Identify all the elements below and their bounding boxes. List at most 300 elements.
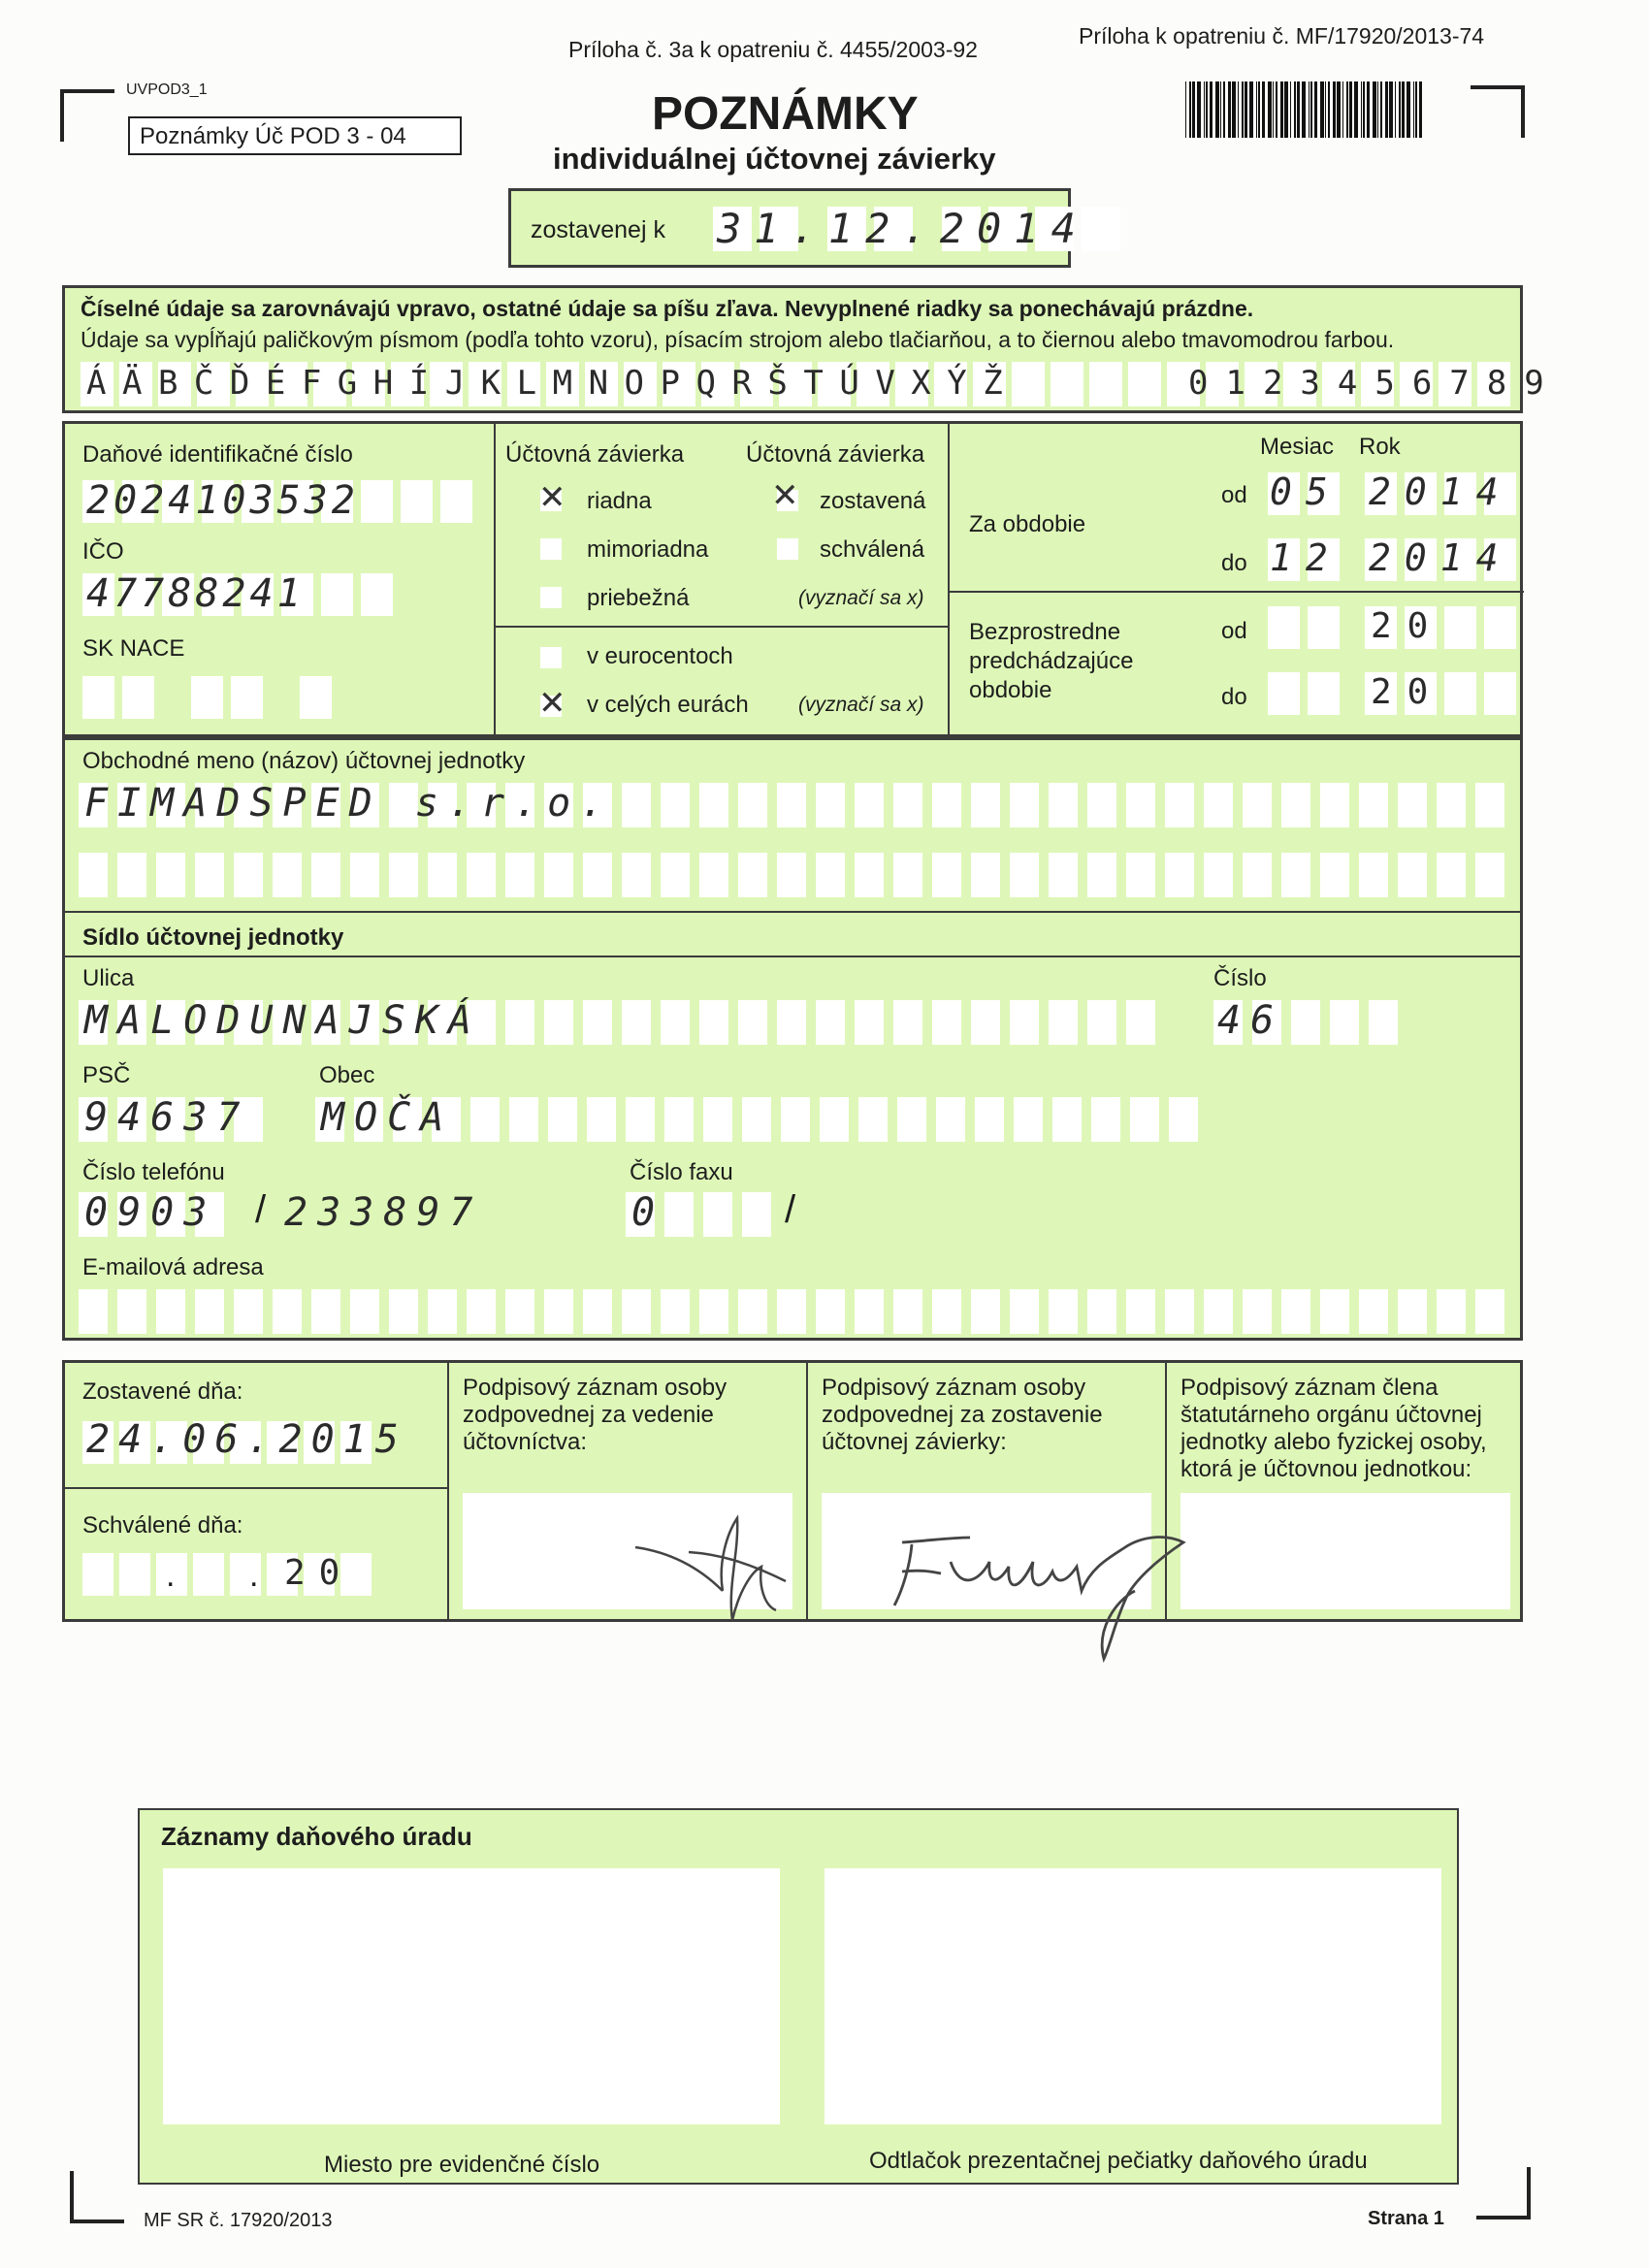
dic-label: Daňové identifikačné číslo (82, 441, 353, 468)
barcode-bar (1302, 81, 1306, 138)
entry-cell (1359, 783, 1388, 827)
entry-cell (1320, 853, 1349, 897)
barcode-bar (1320, 81, 1324, 138)
form-id: Poznámky Úč POD 3 - 04 (140, 123, 406, 149)
entry-cell (661, 1000, 690, 1045)
entry-cell (703, 1192, 732, 1237)
checkbox-mimoriadna[interactable] (540, 538, 562, 560)
phone-separator: / (255, 1188, 267, 1231)
entry-cell (971, 1289, 1000, 1334)
entry-cell (932, 783, 961, 827)
barcode-bar (1367, 81, 1370, 138)
city-label: Obec (319, 1062, 375, 1088)
entry-cell (893, 1000, 922, 1045)
entry-cell (781, 1097, 810, 1142)
barcode-bar (1215, 81, 1219, 138)
barcode (1185, 81, 1424, 138)
entry-cell (777, 853, 806, 897)
barcode-bar (1223, 81, 1225, 138)
entry-cell (1126, 783, 1155, 827)
barcode-bar (1220, 81, 1221, 138)
barcode-bar (1413, 81, 1414, 138)
entry-cell (777, 1000, 806, 1045)
month-label: Mesiac (1260, 434, 1335, 460)
entry-cell (738, 1000, 767, 1045)
barcode-bar (1273, 81, 1274, 138)
entry-cell (1087, 783, 1116, 827)
entry-cell (1204, 1289, 1233, 1334)
period-label: Za obdobie (969, 511, 1086, 537)
checkbox-eurocentoch[interactable] (540, 647, 562, 668)
entry-cell (932, 1000, 961, 1045)
option-mimoriadna: mimoriadna (587, 536, 709, 563)
entry-cell (699, 853, 728, 897)
entry-cell (583, 1289, 612, 1334)
period-to-month[interactable]: 12 (1270, 536, 1342, 579)
entry-cell (1359, 853, 1388, 897)
entry-cell (777, 1289, 806, 1334)
entry-cell (664, 1192, 694, 1237)
entry-cell (1437, 853, 1466, 897)
barcode-bar (1242, 81, 1244, 138)
currency-hint: (vyznačí sa x) (798, 694, 924, 716)
compiled-label: zostavenej k (531, 216, 665, 243)
entry-cell (1049, 1000, 1078, 1045)
entry-cell (544, 853, 573, 897)
entry-cell (820, 1097, 849, 1142)
prev-period-label: Bezprostredne predchádzajúce obdobie (969, 619, 1134, 703)
barcode-bar (1328, 81, 1330, 138)
prev-to-month-cells[interactable] (1268, 672, 1340, 715)
barcode-bar (1210, 81, 1212, 138)
entry-cell (1010, 853, 1039, 897)
prev-to-year-prefix: 20 (1371, 672, 1444, 712)
entry-cell (234, 853, 263, 897)
barcode-bar (1297, 81, 1300, 138)
entry-cell (79, 1289, 108, 1334)
entry-cell (661, 783, 690, 827)
signature-accountant (630, 1494, 805, 1639)
fax-separator: / (785, 1188, 796, 1231)
barcode-bar (1256, 81, 1257, 138)
entry-cell (936, 1097, 965, 1142)
company-name-value[interactable]: FIMADSPED s.r.o. (84, 781, 614, 826)
entry-cell (699, 783, 728, 827)
option-riadna: riadna (587, 488, 652, 514)
entry-cell (440, 480, 472, 523)
prev-period-to-label: do (1221, 684, 1247, 710)
statement-state-header: Účtovná závierka (746, 441, 925, 468)
entry-cell (1087, 853, 1116, 897)
checkbox-schvalena[interactable] (777, 538, 798, 560)
entry-cell (583, 853, 612, 897)
entry-cell (855, 783, 884, 827)
psc-value[interactable]: 94637 (84, 1095, 250, 1140)
entry-cell (816, 1289, 845, 1334)
barcode-bar (1204, 81, 1205, 138)
entry-cell (273, 853, 302, 897)
entry-cell (79, 853, 108, 897)
compiled-on-label: Zostavené dňa: (82, 1378, 243, 1405)
entry-cell (509, 1097, 538, 1142)
period-from-label: od (1221, 482, 1247, 508)
entry-cell (1049, 783, 1078, 827)
entry-cell (1369, 1000, 1398, 1045)
entry-cell (583, 1000, 612, 1045)
option-priebezna: priebežná (587, 585, 690, 611)
statement-state-hint: (vyznačí sa x) (798, 587, 924, 609)
entry-cell (1475, 1289, 1504, 1334)
nace-cells[interactable] (82, 676, 332, 719)
instructions-box (62, 285, 1562, 413)
number-value[interactable]: 46 (1217, 998, 1284, 1043)
stamp-caption: Odtlačok prezentačnej pečiatky daňového úradu (869, 2148, 1368, 2174)
barcode-bar (1354, 81, 1358, 138)
entry-cell (699, 1000, 728, 1045)
entry-cell (117, 853, 146, 897)
entry-cell (1281, 853, 1310, 897)
email-label: E-mailová adresa (82, 1254, 264, 1280)
footer-left: MF SR č. 17920/2013 (144, 2210, 333, 2231)
period-from-month[interactable]: 05 (1270, 470, 1342, 513)
barcode-bar (1385, 81, 1388, 138)
city-value[interactable]: MOČA (321, 1095, 454, 1140)
entry-cell (389, 853, 418, 897)
phone-number[interactable]: 233897 (284, 1190, 483, 1235)
entry-cell (1291, 1000, 1320, 1045)
entry-cell (661, 853, 690, 897)
barcode-bar (1346, 81, 1348, 138)
barcode-bar (1415, 81, 1417, 138)
compiled-date-value[interactable]: 31.12.2014 (717, 205, 1088, 252)
entry-cell (1359, 1289, 1388, 1334)
barcode-bar (1185, 81, 1186, 138)
entry-cell (401, 480, 433, 523)
phone-prefix[interactable]: 0903 (84, 1190, 217, 1235)
entry-cell (273, 1289, 302, 1334)
barcode-bar (1197, 81, 1201, 138)
seat-header: Sídlo účtovnej jednotky (82, 924, 344, 951)
compiled-date-box (508, 188, 1088, 268)
entry-cell (1437, 783, 1466, 827)
entry-cell (544, 1000, 573, 1045)
sig2-label: Podpisový záznam osoby zodpovednej za zostavenie účtovnej závierky: (822, 1375, 1103, 1455)
barcode-bar (1361, 81, 1362, 138)
entry-cell (975, 1097, 1004, 1142)
signature-compiler (873, 1523, 1193, 1669)
entry-cell (1243, 1289, 1272, 1334)
barcode-bar (1189, 81, 1191, 138)
entry-cell (321, 573, 353, 616)
entry-cell (971, 783, 1000, 827)
entry-cell (816, 1000, 845, 1045)
identification-box (62, 421, 1523, 737)
nace-label: SK NACE (82, 635, 185, 662)
checkbox-priebezna[interactable] (540, 587, 562, 608)
fax-label: Číslo faxu (630, 1159, 733, 1185)
entry-cell (470, 1097, 500, 1142)
annex-left: Príloha č. 3a k opatreniu č. 4455/2003-92 (568, 37, 978, 62)
option-schvalena: schválená (820, 536, 925, 563)
entry-cell (1398, 853, 1427, 897)
entry-cell (622, 853, 651, 897)
barcode-bar (1399, 81, 1401, 138)
approved-on-label: Schválené dňa: (82, 1512, 243, 1539)
entry-cell (1281, 1289, 1310, 1334)
entry-cell (1087, 1289, 1116, 1334)
entry-cell (622, 1000, 651, 1045)
number-label: Číslo (1213, 965, 1267, 991)
entry-cell (1051, 362, 1083, 406)
evidence-number-caption: Miesto pre evidenčné číslo (324, 2152, 600, 2178)
barcode-bar (1290, 81, 1291, 138)
entry-cell (893, 783, 922, 827)
company-name-cells-2[interactable] (79, 853, 1504, 897)
barcode-bar (1380, 81, 1382, 138)
entry-cell (119, 1553, 150, 1596)
entry-cell (1281, 783, 1310, 827)
corner-mark-bottom-left (70, 2171, 124, 2223)
entry-cell (1243, 853, 1272, 897)
barcode-bar (1314, 81, 1317, 138)
entry-cell (350, 853, 379, 897)
entry-cell (350, 1289, 379, 1334)
entry-cell (661, 1289, 690, 1334)
barcode-bar (1276, 81, 1277, 138)
entry-cell (1475, 783, 1504, 827)
entry-cell (816, 853, 845, 897)
option-eurocentoch: v eurocentoch (587, 643, 733, 669)
entry-cell (855, 1289, 884, 1334)
entry-cell (505, 853, 534, 897)
entry-cell (703, 1097, 732, 1142)
entry-cell (195, 1289, 224, 1334)
entry-cell (1320, 783, 1349, 827)
barcode-bar (1258, 81, 1260, 138)
corner-mark-top-left (60, 89, 114, 142)
sig1-label: Podpisový záznam osoby zodpovednej za vedenie účtovníctva: (463, 1375, 728, 1455)
tax-office-box (138, 1808, 1459, 2185)
prev-period-from-label: od (1221, 618, 1247, 644)
barcode-bar (1402, 81, 1405, 138)
street-label: Ulica (82, 965, 135, 991)
entry-cell (548, 1097, 577, 1142)
approved-dot-1: . (166, 1557, 176, 1594)
entry-cell (699, 1289, 728, 1334)
barcode-bar (1373, 81, 1376, 138)
prev-from-year-prefix: 20 (1371, 606, 1444, 646)
barcode-bar (1377, 81, 1378, 138)
company-box (62, 737, 1523, 1341)
entry-cell (897, 1097, 926, 1142)
compiled-on-value[interactable]: 24.06.2015 (86, 1417, 407, 1462)
option-celych-eurach: v celých eurách (587, 692, 749, 718)
ico-value[interactable]: 47788241 (86, 571, 305, 616)
entry-cell (664, 1097, 694, 1142)
entry-cell (1398, 1289, 1427, 1334)
barcode-bar (1349, 81, 1352, 138)
entry-cell (1128, 362, 1161, 406)
entry-cell (234, 1289, 263, 1334)
year-label: Rok (1359, 434, 1401, 460)
option-zostavena: zostavená (820, 488, 926, 514)
barcode-bar (1262, 81, 1265, 138)
instructions-line-1: Číselné údaje sa zarovnávajú vpravo, ostatné údaje sa píšu zľava. Nevyplnené riadky sa ponechávajú prázdne. (81, 296, 1254, 321)
entry-cell (1010, 1289, 1039, 1334)
entry-cell (893, 853, 922, 897)
entry-cell (1398, 783, 1427, 827)
checkbox-celych-eurach-mark: ✕ (538, 684, 566, 723)
entry-cell (1010, 783, 1039, 827)
street-value[interactable]: MALODUNAJSKÁ (84, 998, 481, 1043)
sample-digits: 0123456789 (1188, 364, 1562, 403)
entry-cell (505, 1289, 534, 1334)
corner-mark-bottom-right (1476, 2167, 1531, 2219)
barcode-bar (1268, 81, 1272, 138)
entry-cell (932, 1289, 961, 1334)
checkbox-riadna-mark: ✕ (538, 478, 566, 517)
entry-cell (1204, 853, 1233, 897)
entry-cell (1165, 853, 1194, 897)
page-title: POZNÁMKY (652, 88, 919, 140)
period-to-label: do (1221, 550, 1247, 576)
stamp-field[interactable] (824, 1868, 1441, 2124)
entry-cell (389, 1289, 418, 1334)
entry-cell (1091, 1097, 1120, 1142)
entry-cell (361, 480, 393, 523)
fax-value[interactable]: 0 (631, 1190, 665, 1235)
annex-right: Príloha k opatreniu č. MF/17920/2013-74 (1079, 23, 1485, 49)
entry-cell (82, 1553, 113, 1596)
entry-cell (742, 1097, 771, 1142)
barcode-bar (1280, 81, 1283, 138)
ico-label: IČO (82, 538, 124, 565)
barcode-bar (1284, 81, 1288, 138)
entry-cell (1165, 783, 1194, 827)
entry-cell (1014, 1097, 1043, 1142)
entry-cell (738, 853, 767, 897)
barcode-bar (1419, 81, 1422, 138)
entry-cell (1052, 1097, 1082, 1142)
barcode-bar (1395, 81, 1396, 138)
entry-cell (1169, 1097, 1198, 1142)
barcode-bar (1325, 81, 1326, 138)
form-id-box (128, 116, 462, 155)
sig3-label: Podpisový záznam člena štatutárneho orgánu účtovnej jednotky alebo fyzickej osoby, ktorá je účtovnou jednotkou: (1180, 1375, 1487, 1482)
barcode-bar (1294, 81, 1296, 138)
corner-mark-top-right (1471, 85, 1525, 138)
entry-cell (587, 1097, 616, 1142)
entry-cell (738, 783, 767, 827)
entry-cell (932, 853, 961, 897)
entry-cell (311, 1289, 340, 1334)
entry-cell (1204, 783, 1233, 827)
barcode-bar (1333, 81, 1336, 138)
entry-cell (622, 1289, 651, 1334)
barcode-bar (1206, 81, 1208, 138)
entry-cell (505, 1000, 534, 1045)
entry-cell (1049, 1289, 1078, 1334)
entry-cell (742, 1192, 771, 1237)
sig3-field[interactable] (1180, 1493, 1510, 1609)
barcode-bar (1310, 81, 1312, 138)
barcode-bar (1192, 81, 1195, 138)
tax-office-header: Záznamy daňového úradu (161, 1822, 472, 1851)
period-from-year[interactable]: 2014 (1369, 470, 1512, 513)
entry-cell (1320, 1289, 1349, 1334)
entry-cell (1010, 1000, 1039, 1045)
barcode-bar (1238, 81, 1239, 138)
entry-cell (855, 853, 884, 897)
entry-cell (816, 783, 845, 827)
barcode-bar (1245, 81, 1247, 138)
entry-cell (1126, 1289, 1155, 1334)
entry-cell (855, 1000, 884, 1045)
dic-value[interactable]: 2024103532 (86, 478, 359, 523)
barcode-bar (1389, 81, 1393, 138)
footer-right: Strana 1 (1368, 2208, 1444, 2229)
evidence-number-field[interactable] (163, 1868, 780, 2124)
entry-cell (1126, 1000, 1155, 1045)
company-name-label: Obchodné meno (názov) účtovnej jednotky (82, 748, 526, 774)
barcode-bar (1232, 81, 1236, 138)
entry-cell (1475, 853, 1504, 897)
entry-cell (467, 1289, 496, 1334)
barcode-bar (1342, 81, 1343, 138)
entry-cell (311, 853, 340, 897)
entry-cell (971, 1000, 1000, 1045)
barcode-bar (1406, 81, 1410, 138)
barcode-bar (1337, 81, 1341, 138)
entry-cell (428, 853, 457, 897)
entry-cell (1126, 853, 1155, 897)
barcode-bar (1309, 81, 1310, 138)
barcode-bar (1363, 81, 1365, 138)
entry-cell (1243, 783, 1272, 827)
entry-cell (156, 853, 185, 897)
entry-cell (1089, 362, 1122, 406)
entry-cell (622, 783, 651, 827)
entry-cell (1437, 1289, 1466, 1334)
sample-letters: ÁÄBČĎÉFGHÍJKLMNOPQRŠTÚVXÝŽ (86, 364, 1019, 403)
entry-cell (738, 1289, 767, 1334)
prev-from-month-cells[interactable] (1268, 606, 1340, 649)
page-subtitle: individuálnej účtovnej závierky (553, 142, 996, 176)
entry-cell (195, 853, 224, 897)
entry-cell (1049, 853, 1078, 897)
entry-cell (971, 853, 1000, 897)
period-to-year[interactable]: 2014 (1369, 536, 1512, 579)
entry-cell (858, 1097, 888, 1142)
entry-cell (626, 1097, 655, 1142)
email-cells[interactable] (79, 1289, 1504, 1334)
entry-cell (117, 1289, 146, 1334)
entry-cell (1330, 1000, 1359, 1045)
instructions-line-2: Údaje sa vypĺňajú paličkovým písmom (podľa tohto vzoru), písacím strojom alebo tlačiarňou, a to čiernou alebo tmavomodrou farbou. (81, 327, 1395, 352)
approved-dot-2: . (249, 1557, 259, 1594)
barcode-bar (1249, 81, 1253, 138)
entry-cell (1165, 1289, 1194, 1334)
entry-cell (361, 573, 393, 616)
approved-year-prefix: 20 (284, 1553, 354, 1593)
checkbox-zostavena-mark: ✕ (771, 476, 799, 515)
entry-cell (544, 1289, 573, 1334)
entry-cell (467, 853, 496, 897)
entry-cell (893, 1289, 922, 1334)
entry-cell (1087, 1000, 1116, 1045)
psc-label: PSČ (82, 1062, 131, 1088)
entry-cell (156, 1289, 185, 1334)
